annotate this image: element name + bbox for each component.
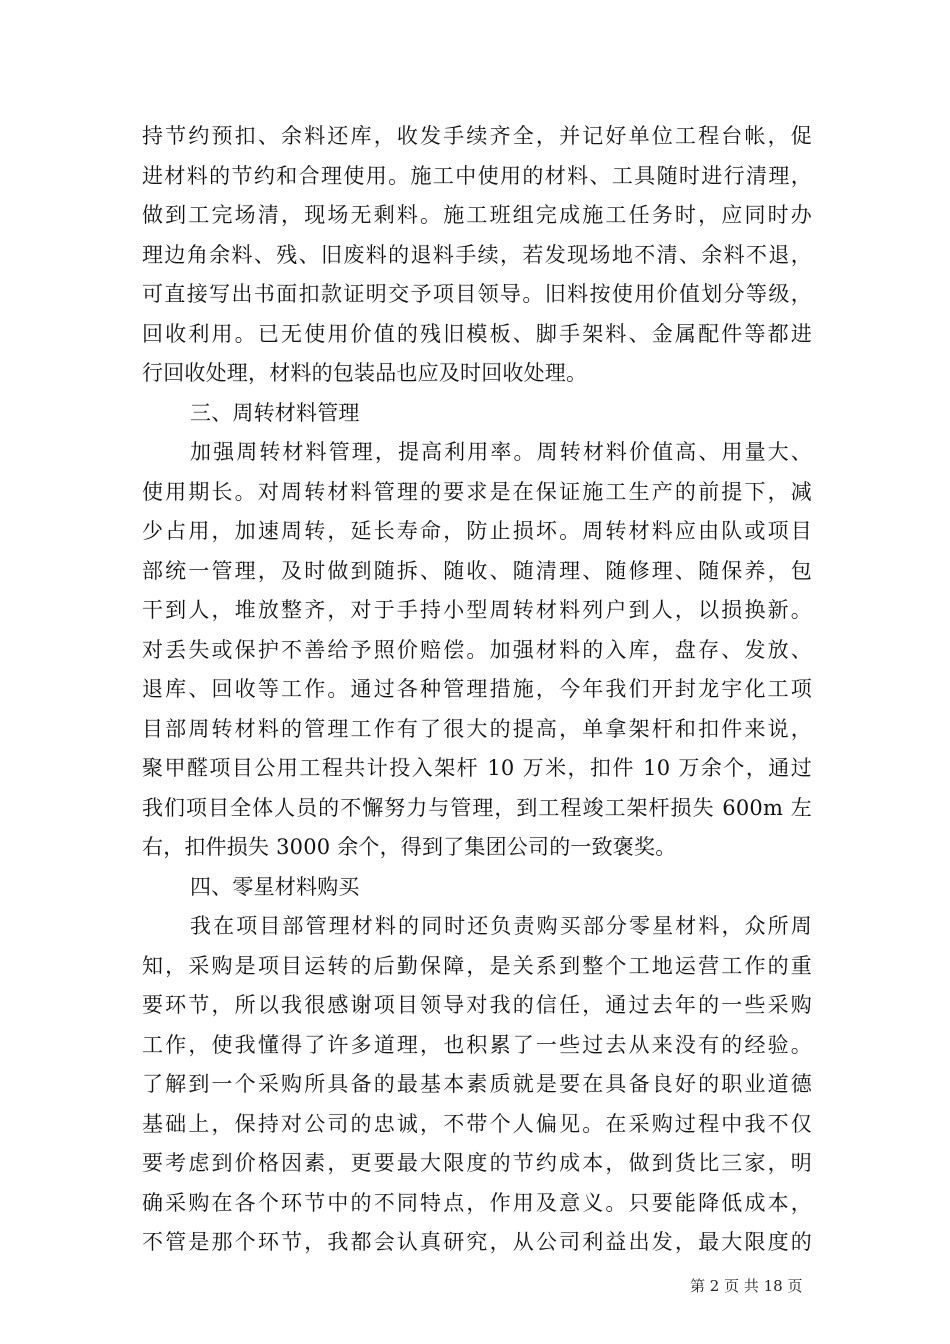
section-heading: 三、周转材料管理 (190, 400, 360, 425)
text-line: 回收利用。已无使用价值的残旧模板、脚手架料、金属配件等都进 (142, 321, 812, 346)
text-line: 目部周转材料的管理工作有了很大的提高，单拿架杆和扣件来说， (142, 716, 812, 741)
text-line: 退库、回收等工作。通过各种管理措施，今年我们开封龙宇化工项 (142, 677, 812, 701)
text-line: 对丢失或保护不善给予照价赔偿。加强材料的入库，盘存、发放、 (142, 637, 812, 662)
text-line: 持节约预扣、余料还库，收发手续齐全，并记好单位工程台帐，促 (142, 124, 812, 148)
text-line: 我在项目部管理材料的同时还负责购买部分零星材料，众所周 (190, 914, 812, 938)
text-line: 聚甲醛项目公用工程共计投入架杆 10 万米，扣件 10 万余个，通过 (142, 756, 812, 780)
text-line: 理边角余料、残、旧废料的退料手续，若发现场地不清、余料不退， (142, 242, 812, 267)
text-line: 知，采购是项目运转的后勤保障，是关系到整个工地运营工作的重 (142, 953, 812, 978)
text-line: 基础上，保持对公司的忠诚，不带个人偏见。在采购过程中我不仅 (142, 1111, 812, 1136)
text-line: 可直接写出书面扣款证明交予项目领导。旧料按使用价值划分等级， (142, 282, 812, 306)
text-line: 工作，使我懂得了许多道理，也积累了一些过去从来没有的经验。 (142, 1032, 812, 1057)
text-line: 了解到一个采购所具备的最基本素质就是要在具备良好的职业道德 (142, 1072, 812, 1096)
text-line: 使用期长。对周转材料管理的要求是在保证施工生产的前提下，减 (142, 479, 812, 504)
text-line: 行回收处理，材料的包装品也应及时回收处理。 (142, 361, 588, 385)
text-line: 加强周转材料管理，提高利用率。周转材料价值高、用量大、 (190, 440, 812, 464)
text-line: 干到人，堆放整齐，对于手持小型周转材料列户到人，以损换新。 (142, 598, 812, 622)
text-line: 要考虑到价格因素，更要最大限度的节约成本，做到货比三家，明 (142, 1151, 812, 1175)
text-line: 部统一管理，及时做到随拆、随收、随清理、随修理、随保养，包 (142, 558, 812, 583)
text-line: 少占用，加速周转，延长寿命，防止损坏。周转材料应由队或项目 (142, 519, 812, 543)
text-line: 不管是那个环节，我都会认真研究，从公司利益出发，最大限度的 (142, 1230, 812, 1254)
section-heading: 四、零星材料购买 (190, 874, 360, 899)
text-line: 要环节，所以我很感谢项目领导对我的信任，通过去年的一些采购 (142, 993, 812, 1017)
text-line: 进材料的节约和合理使用。施工中使用的材料、工具随时进行清理， (142, 163, 812, 188)
text-line: 右，扣件损失 3000 余个，得到了集团公司的一致褒奖。 (142, 835, 677, 859)
page-number: 第 2 页 共 18 页 (690, 1277, 803, 1295)
text-line: 做到工完场清，现场无剩料。施工班组完成施工任务时，应同时办 (142, 203, 812, 227)
text-line: 我们项目全体人员的不懈努力与管理，到工程竣工架杆损失 600m 左 (142, 795, 812, 820)
text-line: 确采购在各个环节中的不同特点，作用及意义。只要能降低成本， (142, 1190, 812, 1215)
body-text (142, 117, 812, 1263)
